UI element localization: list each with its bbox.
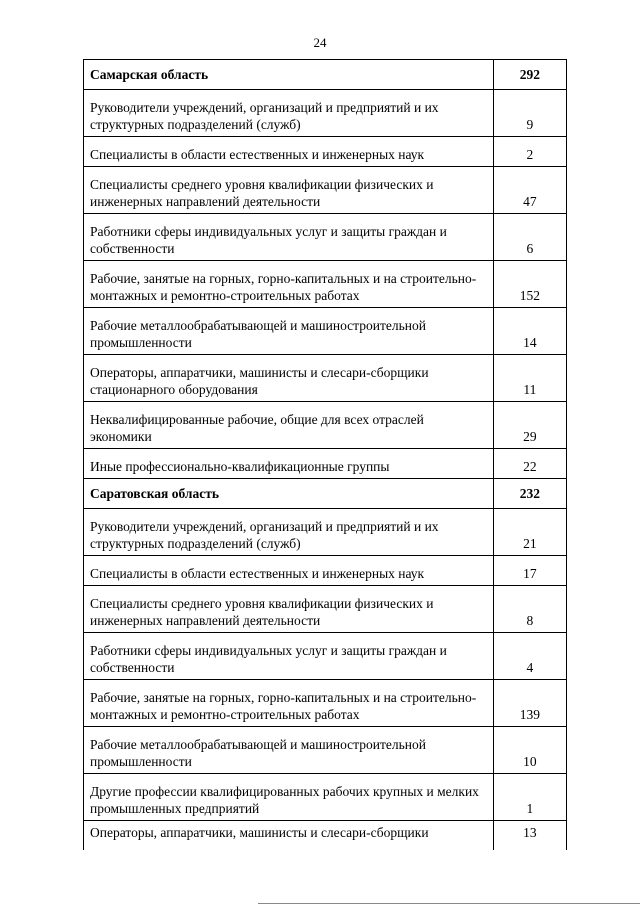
- count-cell: 29: [493, 402, 566, 449]
- count-cell: 22: [493, 449, 566, 479]
- table-row: [84, 509, 567, 556]
- table-row: [84, 355, 567, 402]
- table-row: [84, 214, 567, 261]
- occupation-group-cell: Работники сферы индивидуальных услуг и защиты граждан и собственности: [84, 214, 494, 261]
- occupation-group-cell: Специалисты среднего уровня квалификации физических и инженерных направлений деятельности: [84, 167, 494, 214]
- count-cell: 13: [493, 821, 566, 851]
- occupation-group-cell: Рабочие металлообрабатывающей и машиностроительной промышленности: [84, 727, 494, 774]
- count-cell: 17: [493, 556, 566, 586]
- occupation-group-cell: Операторы, аппаратчики, машинисты и слесари-сборщики стационарного оборудования: [84, 355, 494, 402]
- region-name-cell: Саратовская область: [84, 479, 494, 509]
- region-row: [84, 479, 567, 509]
- occupation-group-cell: Рабочие, занятые на горных, горно-капитальных и на строительно-монтажных и ремонтно-строительных работах: [84, 680, 494, 727]
- occupation-group-cell: Другие профессии квалифицированных рабочих крупных и мелких промышленных предприятий: [84, 774, 494, 821]
- occupation-group-cell: Работники сферы индивидуальных услуг и защиты граждан и собственности: [84, 633, 494, 680]
- occupation-group-cell: Руководители учреждений, организаций и предприятий и их структурных подразделений (служб): [84, 90, 494, 137]
- occupation-group-cell: Иные профессионально-квалификационные группы: [84, 449, 494, 479]
- page-number: 24: [313, 35, 327, 50]
- occupation-group-cell: Операторы, аппаратчики, машинисты и слесари-сборщики: [84, 821, 494, 851]
- table-row: [84, 137, 567, 167]
- occupation-group-cell: Специалисты в области естественных и инженерных наук: [84, 556, 494, 586]
- region-total-cell: 292: [493, 60, 566, 90]
- occupation-group-cell: Рабочие металлообрабатывающей и машиностроительной промышленности: [84, 308, 494, 355]
- table-row: [84, 821, 567, 851]
- count-cell: 21: [493, 509, 566, 556]
- table-row: [84, 90, 567, 137]
- statistics-table: [83, 59, 567, 850]
- occupation-group-cell: Неквалифицированные рабочие, общие для всех отраслей экономики: [84, 402, 494, 449]
- count-cell: 8: [493, 586, 566, 633]
- count-cell: 9: [493, 90, 566, 137]
- count-cell: 139: [493, 680, 566, 727]
- table-body: [84, 60, 567, 851]
- count-cell: 2: [493, 137, 566, 167]
- table-row: [84, 680, 567, 727]
- table-row: [84, 556, 567, 586]
- table-row: [84, 402, 567, 449]
- region-name-cell: Самарская область: [84, 60, 494, 90]
- region-row: [84, 60, 567, 90]
- count-cell: 10: [493, 727, 566, 774]
- occupation-group-cell: Специалисты в области естественных и инженерных наук: [84, 137, 494, 167]
- occupation-group-cell: Специалисты среднего уровня квалификации физических и инженерных направлений деятельности: [84, 586, 494, 633]
- count-cell: 47: [493, 167, 566, 214]
- table-row: [84, 308, 567, 355]
- table-row: [84, 727, 567, 774]
- region-total-cell: 232: [493, 479, 566, 509]
- table-row: [84, 261, 567, 308]
- table-row: [84, 449, 567, 479]
- occupation-group-cell: Руководители учреждений, организаций и предприятий и их структурных подразделений (служб): [84, 509, 494, 556]
- scan-edge-line: [258, 903, 640, 904]
- table-row: [84, 167, 567, 214]
- count-cell: 152: [493, 261, 566, 308]
- count-cell: 1: [493, 774, 566, 821]
- table-row: [84, 774, 567, 821]
- count-cell: 4: [493, 633, 566, 680]
- table-row: [84, 633, 567, 680]
- occupation-group-cell: Рабочие, занятые на горных, горно-капитальных и на строительно-монтажных и ремонтно-строительных работах: [84, 261, 494, 308]
- table-row: [84, 586, 567, 633]
- count-cell: 14: [493, 308, 566, 355]
- count-cell: 11: [493, 355, 566, 402]
- count-cell: 6: [493, 214, 566, 261]
